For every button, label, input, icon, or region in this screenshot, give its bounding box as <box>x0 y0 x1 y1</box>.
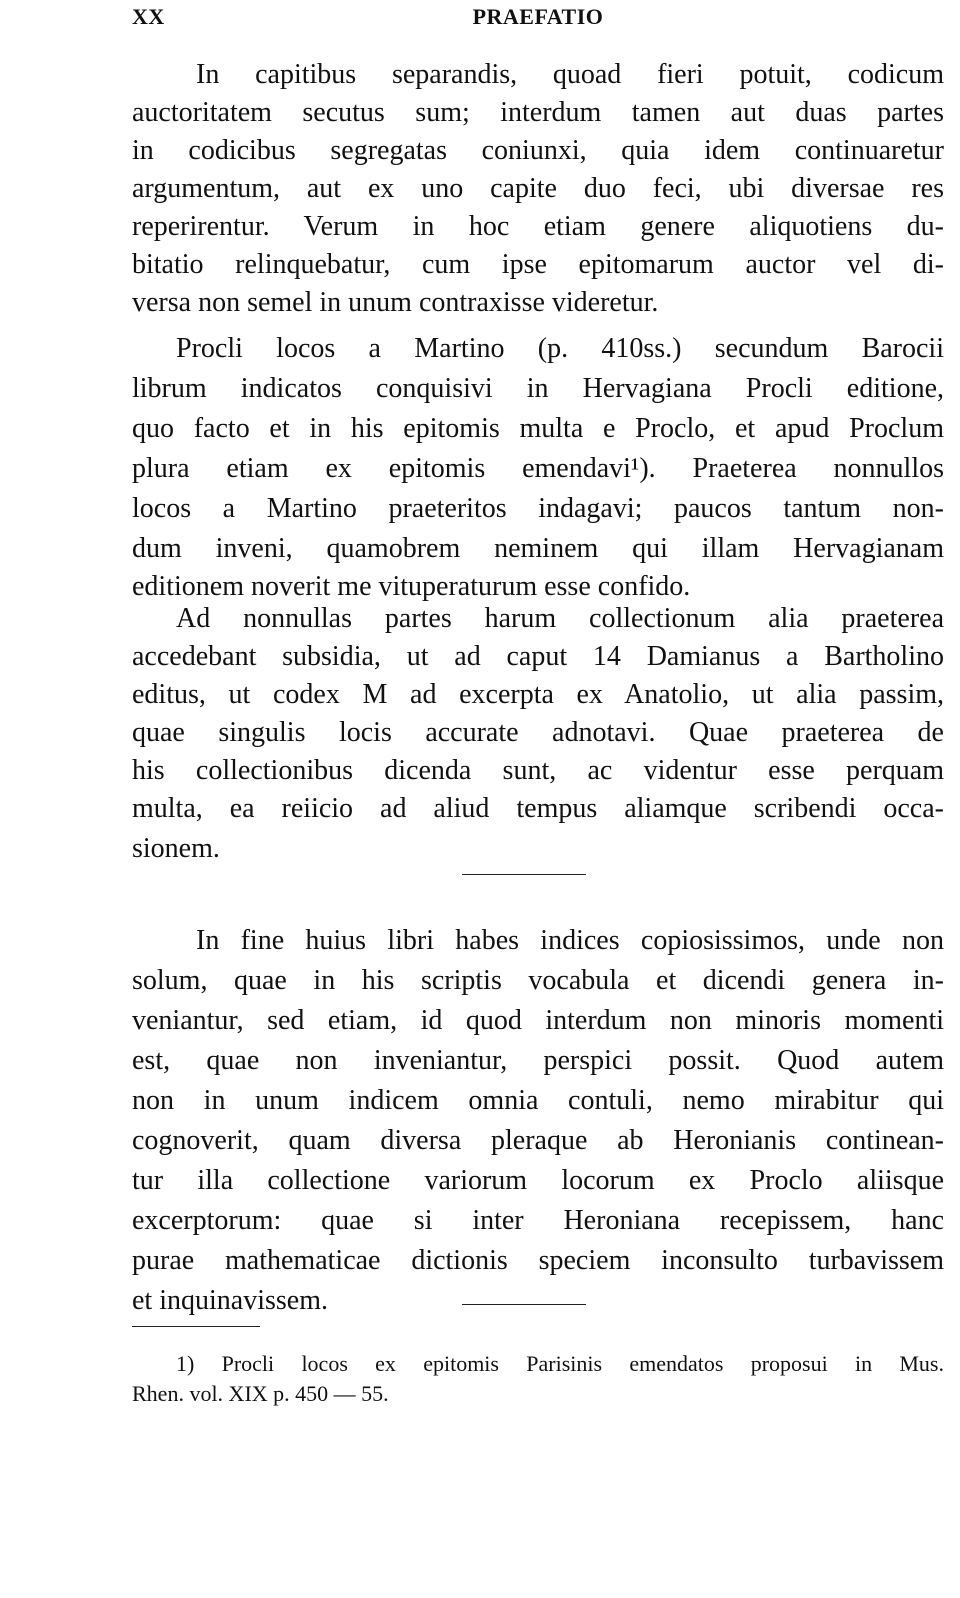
text-line: locos a Martino praeteritos indagavi; paucos tantum non- <box>132 493 944 524</box>
text-line: sionem. <box>132 833 220 864</box>
running-head <box>132 4 944 34</box>
text-line: editionem noverit me vituperaturum esse confido. <box>132 571 691 602</box>
text-line: In capitibus separandis, quoad fieri potuit, codicum <box>196 59 944 90</box>
footnote-line: 1) Procli locos ex epitomis Parisinis emendatos proposui in Mus. <box>176 1351 944 1376</box>
text-line: versa non semel in unum contraxisse videretur. <box>132 287 659 318</box>
footnote-rule <box>132 1326 260 1327</box>
text-line: librum indicatos conquisivi in Hervagiana Procli editione, <box>132 373 944 404</box>
text-line: auctoritatem secutus sum; interdum tamen aut duas partes <box>132 97 944 128</box>
section-divider <box>462 874 586 875</box>
text-line: accedebant subsidia, ut ad caput 14 Damianus a Bartholino <box>132 641 944 672</box>
text-line: dum inveni, quamobrem neminem qui illam Hervagianam <box>132 533 944 564</box>
text-line: non in unum indicem omnia contuli, nemo mirabitur qui <box>132 1085 944 1116</box>
text-line: his collectionibus dicenda sunt, ac videntur esse perquam <box>132 755 944 786</box>
text-line: argumentum, aut ex uno capite duo feci, ubi diversae res <box>132 173 944 204</box>
text-line: cognoverit, quam diversa pleraque ab Heronianis continean- <box>132 1125 944 1156</box>
text-line: plura etiam ex epitomis emendavi¹). Praeterea nonnullos <box>132 453 944 484</box>
text-line: in codicibus segregatas coniunxi, quia idem continuaretur <box>132 135 944 166</box>
section-divider <box>462 1304 586 1305</box>
text-line: In fine huius libri habes indices copiosissimos, unde non <box>196 925 944 956</box>
text-line: Ad nonnullas partes harum collectionum alia praeterea <box>176 603 944 634</box>
text-line: editus, ut codex M ad excerpta ex Anatolio, ut alia passim, <box>132 679 944 710</box>
footnote-line: Rhen. vol. XIX p. 450 — 55. <box>132 1381 389 1406</box>
text-line: multa, ea reiicio ad aliud tempus aliamque scribendi occa- <box>132 793 944 824</box>
text-line: est, quae non inveniantur, perspici possit. Quod autem <box>132 1045 944 1076</box>
text-line: quae singulis locis accurate adnotavi. Quae praeterea de <box>132 717 944 748</box>
text-line: excerptorum: quae si inter Heroniana recepissem, hanc <box>132 1205 944 1236</box>
page-title: PRAEFATIO <box>472 4 604 29</box>
text-line: reperirentur. Verum in hoc etiam genere aliquotiens du- <box>132 211 944 242</box>
text-line: Procli locos a Martino (p. 410ss.) secundum Barocii <box>176 333 944 364</box>
page-number: XX <box>132 4 165 29</box>
text-line: solum, quae in his scriptis vocabula et dicendi genera in- <box>132 965 944 996</box>
text-line: et inquinavissem. <box>132 1285 328 1316</box>
text-line: purae mathematicae dictionis speciem inconsulto turbavissem <box>132 1245 944 1276</box>
text-line: veniantur, sed etiam, id quod interdum non minoris momenti <box>132 1005 944 1036</box>
text-line: tur illa collectione variorum locorum ex Proclo aliisque <box>132 1165 944 1196</box>
text-line: quo facto et in his epitomis multa e Proclo, et apud Proclum <box>132 413 944 444</box>
text-line: bitatio relinquebatur, cum ipse epitomarum auctor vel di- <box>132 249 944 280</box>
